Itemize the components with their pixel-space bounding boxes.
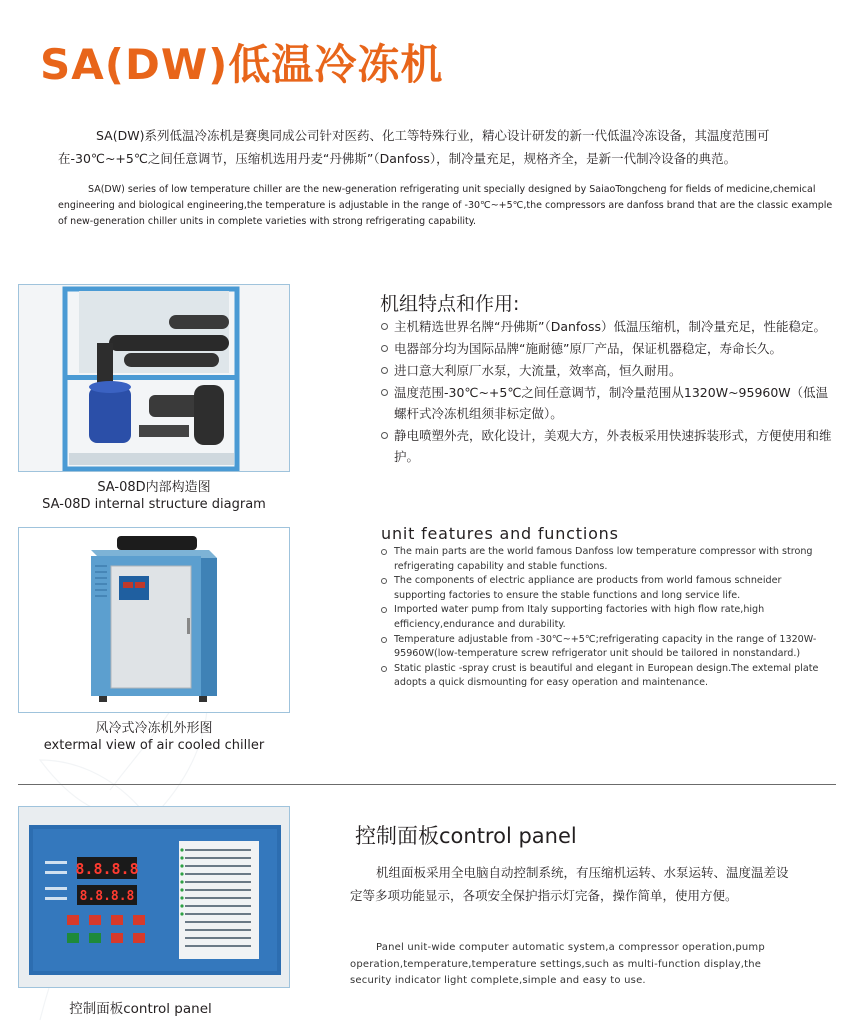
external-view-illustration [19,528,290,713]
internal-structure-illustration [19,285,290,472]
feature-item-en: Imported water pump from Italy supporting factories with high flow rate,high efficiency,endurance and durability. [381,603,836,632]
display-top: 8.8.8.8 [75,860,139,878]
features-list-en [381,545,836,691]
feature-item-en: Temperature adjustable from -30℃~+5℃;refrigerating capacity in the range of 1320W-95960W(low-temperature screw refrigerator unit should be tailored in nonstandard.) [381,633,836,662]
external-view-caption [18,720,290,754]
feature-item-cn: 主机精选世界名牌“丹佛斯”（Danfoss）低温压缩机，制冷量充足，性能稳定。 [381,316,836,337]
external-caption-cn: 风冷式冷冻机外形图 [95,721,213,736]
internal-structure-photo [18,284,290,472]
page-title: SA(DW)低温冷冻机 [40,40,444,89]
control-panel-caption: 控制面板control panel [69,1001,212,1017]
intro-chinese: SA(DW)系列低温冷冻机是赛奥同成公司针对医药、化工等特殊行业，精心设计研发的新一代低温冷冻设备，其温度范围可在-30℃~+5℃之间任意调节，压缩机选用丹麦“丹佛斯”（Danfoss），制冷量充足，规格齐全，是新一代制冷设备的典范。 [58,128,770,166]
external-caption-en: extermal view of air cooled chiller [43,738,265,753]
intro-english: SA(DW) series of low temperature chiller are the new-generation refrigerating unit specially designed by SaiaoTongcheng for fields of medicine,chemical engineering and biological engineering,the temperature is adjustable in the range of -30℃~+5℃,the compressors are danfoss brand that are the classic example of new-generation chiller units in complete varieties with strong refrigerating capability. [58,184,833,227]
internal-caption-cn: SA-08D内部构造图 [97,480,211,495]
internal-caption-en: SA-08D internal structure diagram [42,497,266,512]
section-divider [18,784,836,785]
feature-item-en: The components of electric appliance are products from world famous schneider supporting factories to ensure the stable functions and long service life. [381,574,836,603]
feature-item-en: Static plastic -spray crust is beautiful and elegant in European design.The extemal plate adopts a quick dismounting for easy operation and maintenance. [381,662,836,691]
control-panel-desc-en: Panel unit-wide computer automatic system,a compressor operation,pump operation,temperature,temperature settings,such as multi-function display,the security indicator light complete,simple and easy to use. [350,942,765,986]
external-view-photo [18,527,290,713]
control-panel-illustration [19,807,290,988]
features-heading-en: unit features and functions [381,524,619,543]
feature-item-cn: 静电喷塑外壳，欧化设计，美观大方，外表板采用快速拆装形式，方便使用和维护。 [381,425,836,467]
internal-structure-caption [18,479,290,513]
feature-item-cn: 电器部分均为国际品牌“施耐德”原厂产品，保证机器稳定，寿命长久。 [381,338,836,359]
feature-item-cn: 温度范围-30℃~+5℃之间任意调节，制冷量范围从1320W~95960W（低温螺杆式冷冻机组须非标定做）。 [381,382,836,424]
features-heading-cn: 机组特点和作用: [380,293,520,315]
feature-item-en: The main parts are the world famous Danfoss low temperature compressor with strong refrigerating capability and stable functions. [381,545,836,574]
display-bottom: 8.8.8.8 [79,889,135,904]
control-panel-heading: 控制面板control panel [355,824,577,848]
control-panel-photo [18,806,290,988]
features-list-cn [381,316,836,468]
control-panel-desc-cn: 机组面板采用全电脑自动控制系统，有压缩机运转、水泵运转、温度温差设定等多项功能显示，各项安全保护指示灯完备，操作简单，使用方便。 [350,865,789,903]
feature-item-cn: 进口意大利原厂水泵，大流量，效率高，恒久耐用。 [381,360,836,381]
